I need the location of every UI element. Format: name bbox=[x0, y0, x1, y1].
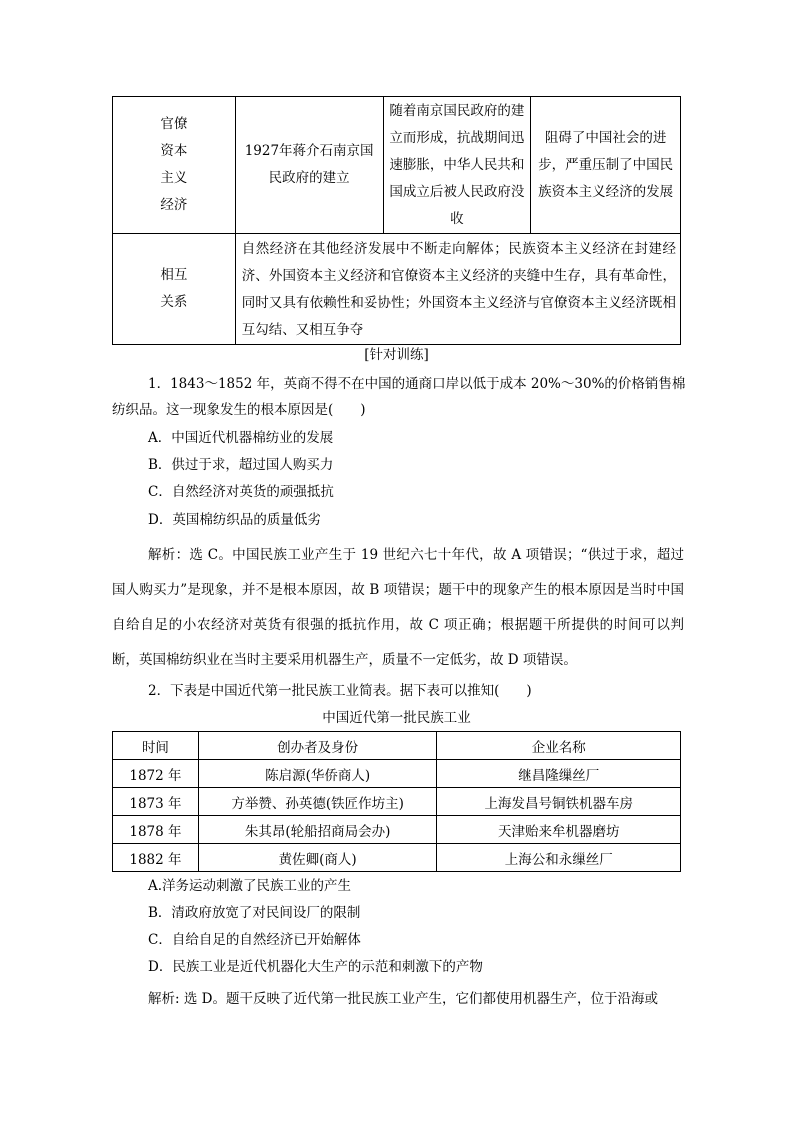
table-row bbox=[113, 760, 681, 788]
q1-option-c: C．自然经济对英货的顽强抵抗 bbox=[148, 484, 334, 500]
impact-cell: 阻碍了中国社会的进步，严重压制了中国民族资本主义经济的发展 bbox=[531, 97, 681, 234]
cell-enterprise: 天津贻来牟机器磨坊 bbox=[437, 816, 681, 844]
cell-founder: 朱其昂(轮船招商局会办) bbox=[198, 816, 437, 844]
economy-summary-table bbox=[112, 96, 681, 345]
cell-enterprise: 上海公和永缫丝厂 bbox=[437, 844, 681, 872]
q2-stem: 2．下表是中国近代第一批民族工业简表。据下表可以推知( ) bbox=[148, 683, 532, 699]
cell-founder: 方举赞、孙英德(铁匠作坊主) bbox=[198, 788, 437, 816]
label-line: 资本 bbox=[160, 143, 188, 159]
industry-table bbox=[112, 731, 681, 872]
header-founder: 创办者及身份 bbox=[198, 732, 437, 760]
row-label bbox=[113, 97, 236, 234]
q1-stem-line2: 纺织品。这一现象发生的根本原因是( ) bbox=[112, 402, 366, 418]
cell-founder: 黄佐卿(商人) bbox=[198, 844, 437, 872]
cell-time: 1873 年 bbox=[113, 788, 199, 816]
label-line: 主义 bbox=[160, 170, 188, 186]
cell-founder: 陈启源(华侨商人) bbox=[198, 760, 437, 788]
q1-option-a: A．中国近代机器棉纺业的发展 bbox=[148, 430, 334, 446]
label-line: 相互 bbox=[160, 267, 188, 283]
label-line: 关系 bbox=[160, 294, 188, 310]
header-time: 时间 bbox=[113, 732, 199, 760]
table-header-row bbox=[113, 732, 681, 760]
cell-time: 1878 年 bbox=[113, 816, 199, 844]
origin-cell: 1927年蒋介石南京国民政府的建立 bbox=[235, 97, 383, 234]
relation-cell: 自然经济在其他经济发展中不断走向解体；民族资本主义经济在封建经济、外国资本主义经济和官僚资本主义经济的夹缝中生存，具有革命性，同时又具有依赖性和妥协性；外国资本主义经济与官僚资本主义经济既相互勾结、又相互争夺 bbox=[235, 234, 680, 345]
q1-stem-line1: 1．1843～1852 年，英商不得不在中国的通商口岸以低于成本 20%～30%的价格销售棉 bbox=[148, 376, 686, 392]
table-row bbox=[113, 816, 681, 844]
cell-enterprise: 继昌隆缫丝厂 bbox=[437, 760, 681, 788]
q2-option-a: A.洋务运动刺激了民族工业的产生 bbox=[148, 878, 352, 894]
q2-table-title: 中国近代第一批民族工业 bbox=[322, 710, 471, 726]
q1-analysis: 解析：选 C。中国民族工业产生于 19 世纪六七十年代，故 A 项错误；“供过于求，超过国人购买力”是现象，并不是根本原因，故 B 项错误；题干中的现象产生的根本原因是当时中国自给自足的小农经济对英货有很强的抵抗作用，故 C 项正确；根据题干所提供的时间可以判断，英国棉纺织业在当时主要采用机器生产，质量不一定低劣，故 D 项错误。 bbox=[112, 547, 684, 668]
q1-option-d: D．英国棉纺织品的质量低劣 bbox=[148, 512, 321, 528]
row-label bbox=[113, 234, 236, 345]
label-line: 官僚 bbox=[160, 116, 188, 132]
q2-option-c: C．自给自足的自然经济已开始解体 bbox=[148, 932, 361, 948]
section-title: [针对训练] bbox=[364, 347, 429, 363]
table-row bbox=[113, 234, 681, 345]
table-row bbox=[113, 97, 681, 234]
header-enterprise: 企业名称 bbox=[437, 732, 681, 760]
label-line: 经济 bbox=[160, 197, 188, 213]
table-row bbox=[113, 844, 681, 872]
q2-option-d: D．民族工业是近代机器化大生产的示范和刺激下的产物 bbox=[148, 959, 483, 975]
q1-option-b: B．供过于求，超过国人购买力 bbox=[148, 457, 334, 473]
cell-time: 1882 年 bbox=[113, 844, 199, 872]
table-row bbox=[113, 788, 681, 816]
cell-enterprise: 上海发昌号铜铁机器车房 bbox=[437, 788, 681, 816]
q2-option-b: B．清政府放宽了对民间设厂的限制 bbox=[148, 905, 361, 921]
development-cell: 随着南京国民政府的建立而形成，抗战期间迅速膨胀，中华人民共和国成立后被人民政府没收 bbox=[383, 97, 531, 234]
cell-time: 1872 年 bbox=[113, 760, 199, 788]
q2-analysis: 解析: 选 D。题干反映了近代第一批民族工业产生，它们都使用机器生产，位于沿海或 bbox=[148, 991, 658, 1007]
